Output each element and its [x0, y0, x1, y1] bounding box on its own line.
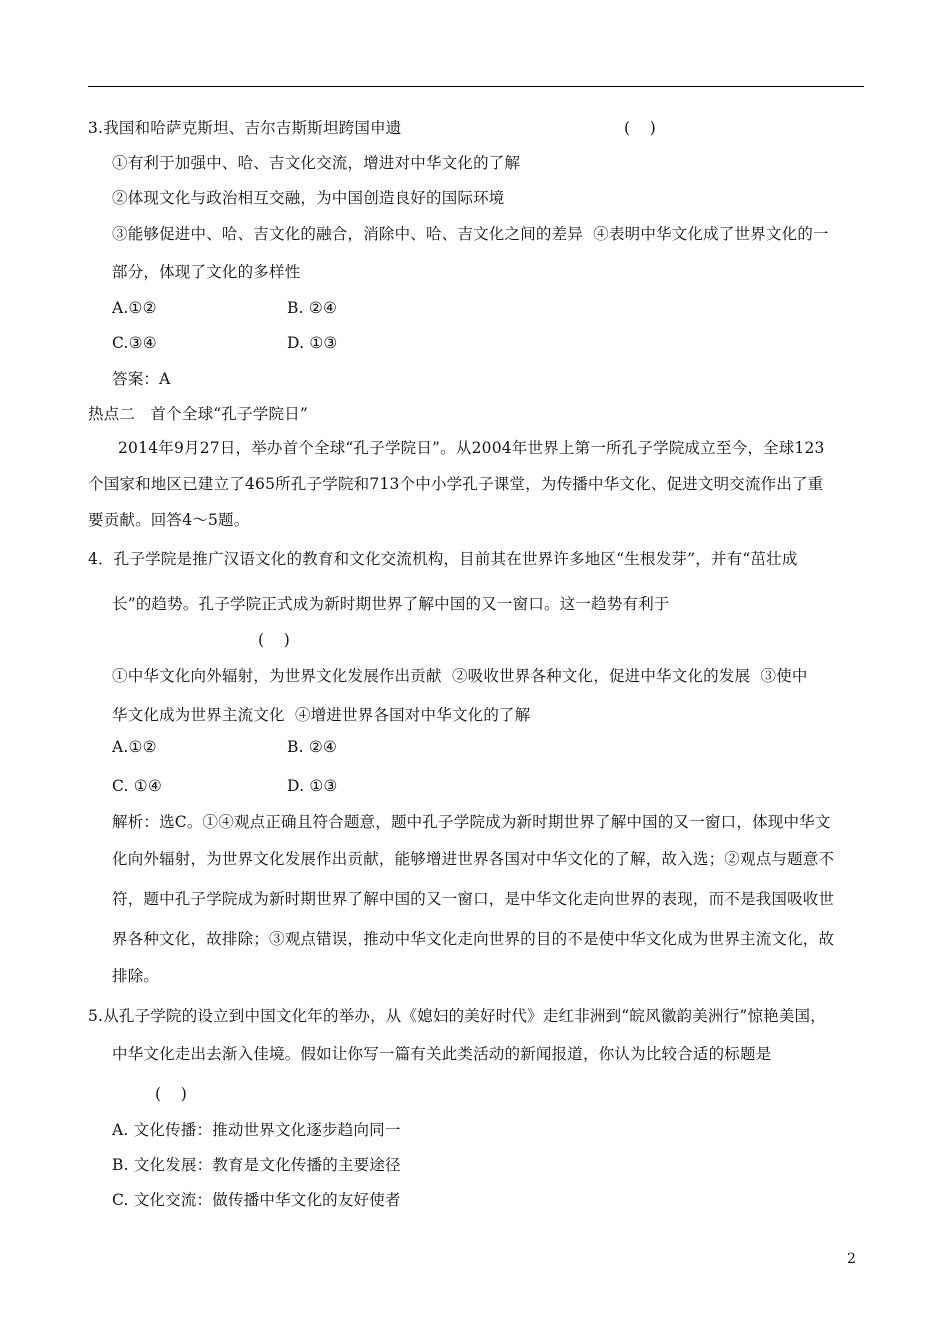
q4-analysis-line5: 排除。 — [112, 967, 160, 985]
q5-stem-line1: 5.从孔子学院的设立到中国文化年的举办，从《媳妇的美好时代》走红非洲到“皖风徽韵美洲行”惊艳美国， — [88, 1007, 826, 1025]
q3-choice-b: B. ②④ — [287, 299, 338, 317]
q5-option-a: A. 文化传播：推动世界文化逐步趋向同一 — [112, 1121, 401, 1139]
q5-stem-line2: 中华文化走出去渐入佳境。假如让你写一篇有关此类活动的新闻报道，你认为比较合适的标题是 — [112, 1045, 772, 1063]
q5-option-c: C. 文化交流：做传播中华文化的友好使者 — [112, 1191, 401, 1209]
hot-topic-2-para-line1: 2014年9月27日，举办首个全球“孔子学院日”。从2004年世界上第一所孔子学院成立至今，全球123 — [118, 439, 825, 457]
q4-analysis-line2: 化向外辐射，为世界文化发展作出贡献，能够增进世界各国对中华文化的了解，故入选；②观点与题意不 — [112, 850, 835, 868]
header-rule — [88, 86, 864, 87]
q4-choice-a: A.①② — [112, 738, 157, 756]
q3-answer: 答案：A — [112, 370, 171, 388]
q4-options-line1: ①中华文化向外辐射，为世界文化发展作出贡献 ②吸收世界各种文化，促进中华文化的发展 ③使中 — [112, 667, 808, 685]
q4-choice-b: B. ②④ — [287, 738, 338, 756]
q5-answer-paren: ( ) — [155, 1085, 187, 1103]
q4-analysis-line1: 解析：选C。①④观点正确且符合题意，题中孔子学院成为新时期世界了解中国的又一窗口，体现中华文 — [112, 813, 831, 831]
q3-option-34-line2: 部分，体现了文化的多样性 — [112, 263, 301, 281]
q4-choice-c: C. ①④ — [112, 777, 162, 795]
q3-option-34-line1: ③能够促进中、哈、吉文化的融合，消除中、哈、吉文化之间的差异 ④表明中华文化成了世界文化的一 — [112, 225, 829, 243]
q5-option-b: B. 文化发展：教育是文化传播的主要途径 — [112, 1156, 401, 1174]
q4-answer-paren: ( ) — [258, 631, 290, 649]
hot-topic-2-para-line3: 要贡献。回答4～5题。 — [88, 511, 250, 529]
q4-stem-line1: 4．孔子学院是推广汉语文化的教育和文化交流机构，目前其在世界许多地区“生根发芽”，并有“茁壮成 — [88, 550, 798, 568]
q3-answer-paren: ( ) — [624, 119, 656, 137]
q3-option-2: ②体现文化与政治相互交融，为中国创造良好的国际环境 — [112, 189, 505, 207]
q3-option-1: ①有利于加强中、哈、吉文化交流，增进对中华文化的了解 — [112, 154, 521, 172]
hot-topic-2-title: 热点二 首个全球“孔子学院日” — [88, 405, 309, 423]
q4-analysis-line4: 界各种文化，故排除；③观点错误，推动中华文化走向世界的目的不是使中华文化成为世界主流文化，故 — [112, 930, 835, 948]
q4-analysis-line3: 符，题中孔子学院成为新时期世界了解中国的又一窗口，是中华文化走向世界的表现，而不是我国吸收世 — [112, 890, 835, 908]
q4-options-line2: 华文化成为世界主流文化 ④增进世界各国对中华文化的了解 — [112, 706, 531, 724]
page-number: 2 — [847, 1251, 856, 1267]
q4-choice-d: D. ①③ — [287, 777, 338, 795]
q3-choice-d: D. ①③ — [287, 334, 338, 352]
q3-choice-a: A.①② — [112, 299, 157, 317]
q4-stem-line2: 长”的趋势。孔子学院正式成为新时期世界了解中国的又一窗口。这一趋势有利于 — [112, 595, 670, 613]
q3-stem: 3.我国和哈萨克斯坦、吉尔吉斯斯坦跨国申遗 — [88, 119, 402, 137]
q3-choice-c: C.③④ — [112, 334, 157, 352]
hot-topic-2-para-line2: 个国家和地区已建立了465所孔子学院和713个中小学孔子课堂，为传播中华文化、促进文明交流作出了重 — [88, 475, 824, 493]
